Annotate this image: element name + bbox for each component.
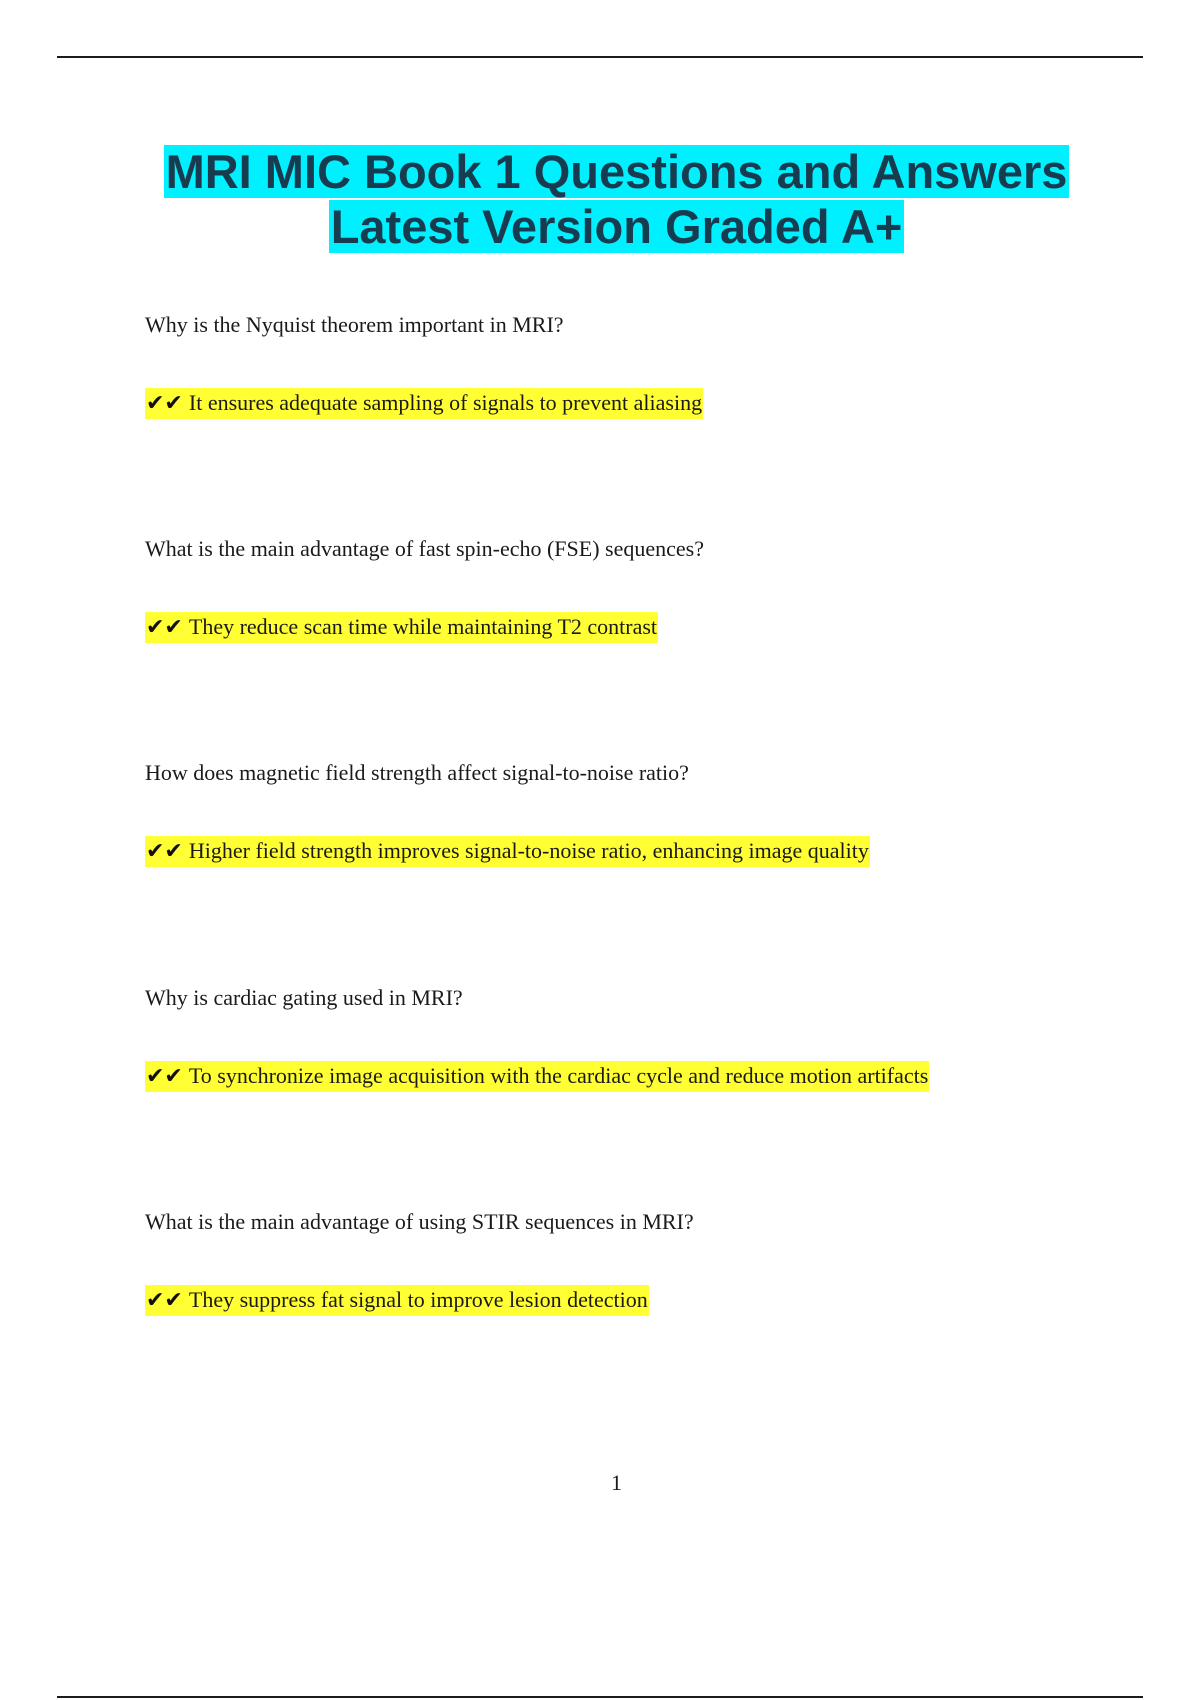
answer-text <box>145 1285 649 1316</box>
title-line-1: MRI MIC Book 1 Questions and Answers <box>165 145 1068 198</box>
answer-label: To synchronize image acquisition with the cardiac cycle and reduce motion artifacts <box>188 1063 929 1088</box>
double-check-icon: ✔✔ <box>146 1288 183 1313</box>
question-text: What is the main advantage of using STIR sequences in MRI? <box>145 1209 694 1234</box>
question-text: Why is cardiac gating used in MRI? <box>145 985 463 1010</box>
answer-text <box>145 836 870 867</box>
double-check-icon: ✔✔ <box>146 1064 183 1089</box>
answer-label: It ensures adequate sampling of signals to prevent aliasing <box>188 390 703 415</box>
answer-label: They reduce scan time while maintaining T2 contrast <box>188 614 658 639</box>
page-number: 1 <box>611 1470 622 1495</box>
document-title <box>0 144 1200 254</box>
double-check-icon: ✔✔ <box>146 391 183 416</box>
double-check-icon: ✔✔ <box>146 615 183 640</box>
qa-item <box>145 536 1105 640</box>
question-text: How does magnetic field strength affect signal-to-noise ratio? <box>145 760 689 785</box>
title-line-2: Latest Version Graded A+ <box>330 200 903 253</box>
answer-text <box>145 612 658 643</box>
answer-text <box>145 1061 929 1092</box>
answer-label: Higher field strength improves signal-to-noise ratio, enhancing image quality <box>188 838 869 863</box>
answer-label: They suppress fat signal to improve lesion detection <box>188 1287 648 1312</box>
qa-item <box>145 985 1105 1089</box>
qa-item <box>145 1209 1105 1313</box>
qa-item <box>145 312 1105 416</box>
question-text: Why is the Nyquist theorem important in MRI? <box>145 312 564 337</box>
double-check-icon: ✔✔ <box>146 839 183 864</box>
question-text: What is the main advantage of fast spin-echo (FSE) sequences? <box>145 536 704 561</box>
bottom-rule <box>57 1696 1143 1698</box>
answer-text <box>145 388 703 419</box>
qa-item <box>145 760 1105 864</box>
top-rule <box>57 56 1143 58</box>
